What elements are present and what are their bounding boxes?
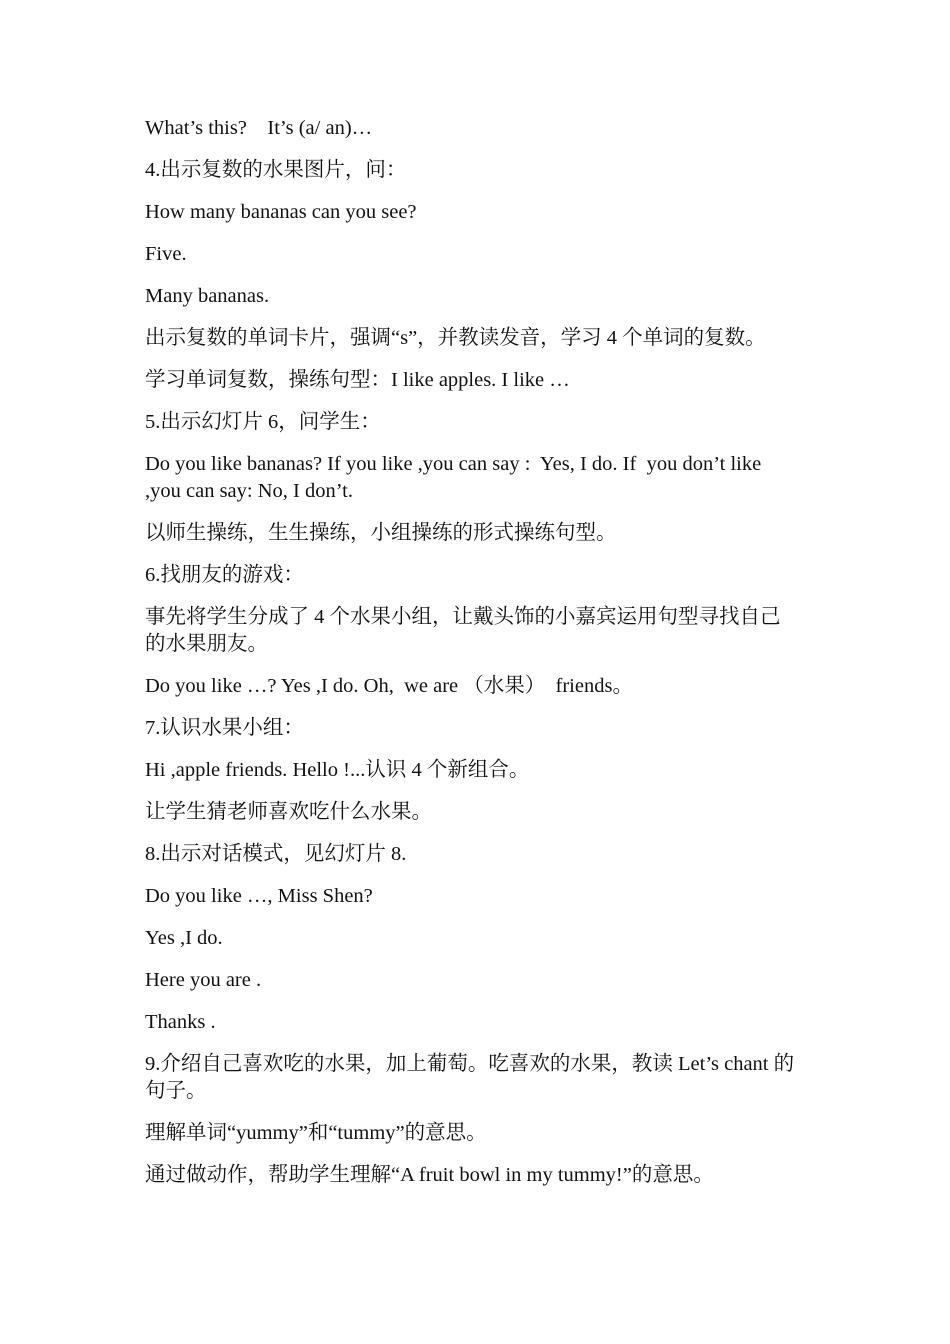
paragraph-hi-apple-friends: Hi ,apple friends. Hello !...认识 4 个新组合。: [145, 759, 530, 781]
paragraph-step-5: 5.出示幻灯片 6，问学生：: [145, 411, 381, 433]
paragraph-step-7: 7.认识水果小组：: [145, 717, 304, 739]
paragraph-five: Five.: [145, 243, 187, 265]
paragraph-fruit-groups: 事先将学生分成了 4 个水果小组，让戴头饰的小嘉宾运用句型寻找自己的水果朋友。: [145, 606, 781, 655]
paragraph-drill-forms: 以师生操练，生生操练，小组操练的形式操练句型。: [145, 522, 617, 544]
paragraph-here-you-are: Here you are .: [145, 969, 262, 991]
paragraph-fruit-bowl: 通过做动作，帮助学生理解“A fruit bowl in my tummy!”的意思。: [145, 1164, 714, 1186]
paragraph-yummy-tummy: 理解单词“yummy”和“tummy”的意思。: [145, 1122, 487, 1144]
paragraph-miss-shen: Do you like …, Miss Shen?: [145, 885, 373, 907]
paragraph-plural-cards: 出示复数的单词卡片，强调“s”，并教读发音，学习 4 个单词的复数。: [145, 327, 766, 349]
paragraph-we-are-friends: Do you like …? Yes ,I do. Oh, we are （水果） friends。: [145, 675, 633, 697]
paragraph-do-you-like-bananas: Do you like bananas? If you like ,you can say : Yes, I do. If you don’t like ,you can say: No, I don’t.: [145, 453, 767, 502]
paragraph-whats-this: What’s this? It’s (a/ an)…: [145, 117, 373, 139]
paragraph-guess-teacher: 让学生猜老师喜欢吃什么水果。: [145, 801, 432, 823]
document-body: [145, 115, 800, 1204]
paragraph-how-many-bananas: How many bananas can you see?: [145, 201, 417, 223]
paragraph-step-9: 9.介绍自己喜欢吃的水果，加上葡萄。吃喜欢的水果，教读 Let’s chant 的句子。: [145, 1053, 795, 1102]
paragraph-many-bananas: Many bananas.: [145, 285, 270, 307]
paragraph-step-6: 6.找朋友的游戏：: [145, 564, 304, 586]
paragraph-yes-i-do: Yes ,I do.: [145, 927, 223, 949]
paragraph-step-8: 8.出示对话模式，见幻灯片 8.: [145, 843, 407, 865]
paragraph-thanks: Thanks .: [145, 1011, 216, 1033]
paragraph-step-4: 4.出示复数的水果图片，问：: [145, 159, 407, 181]
paragraph-plural-drill: 学习单词复数，操练句型：I like apples. I like …: [145, 369, 570, 391]
